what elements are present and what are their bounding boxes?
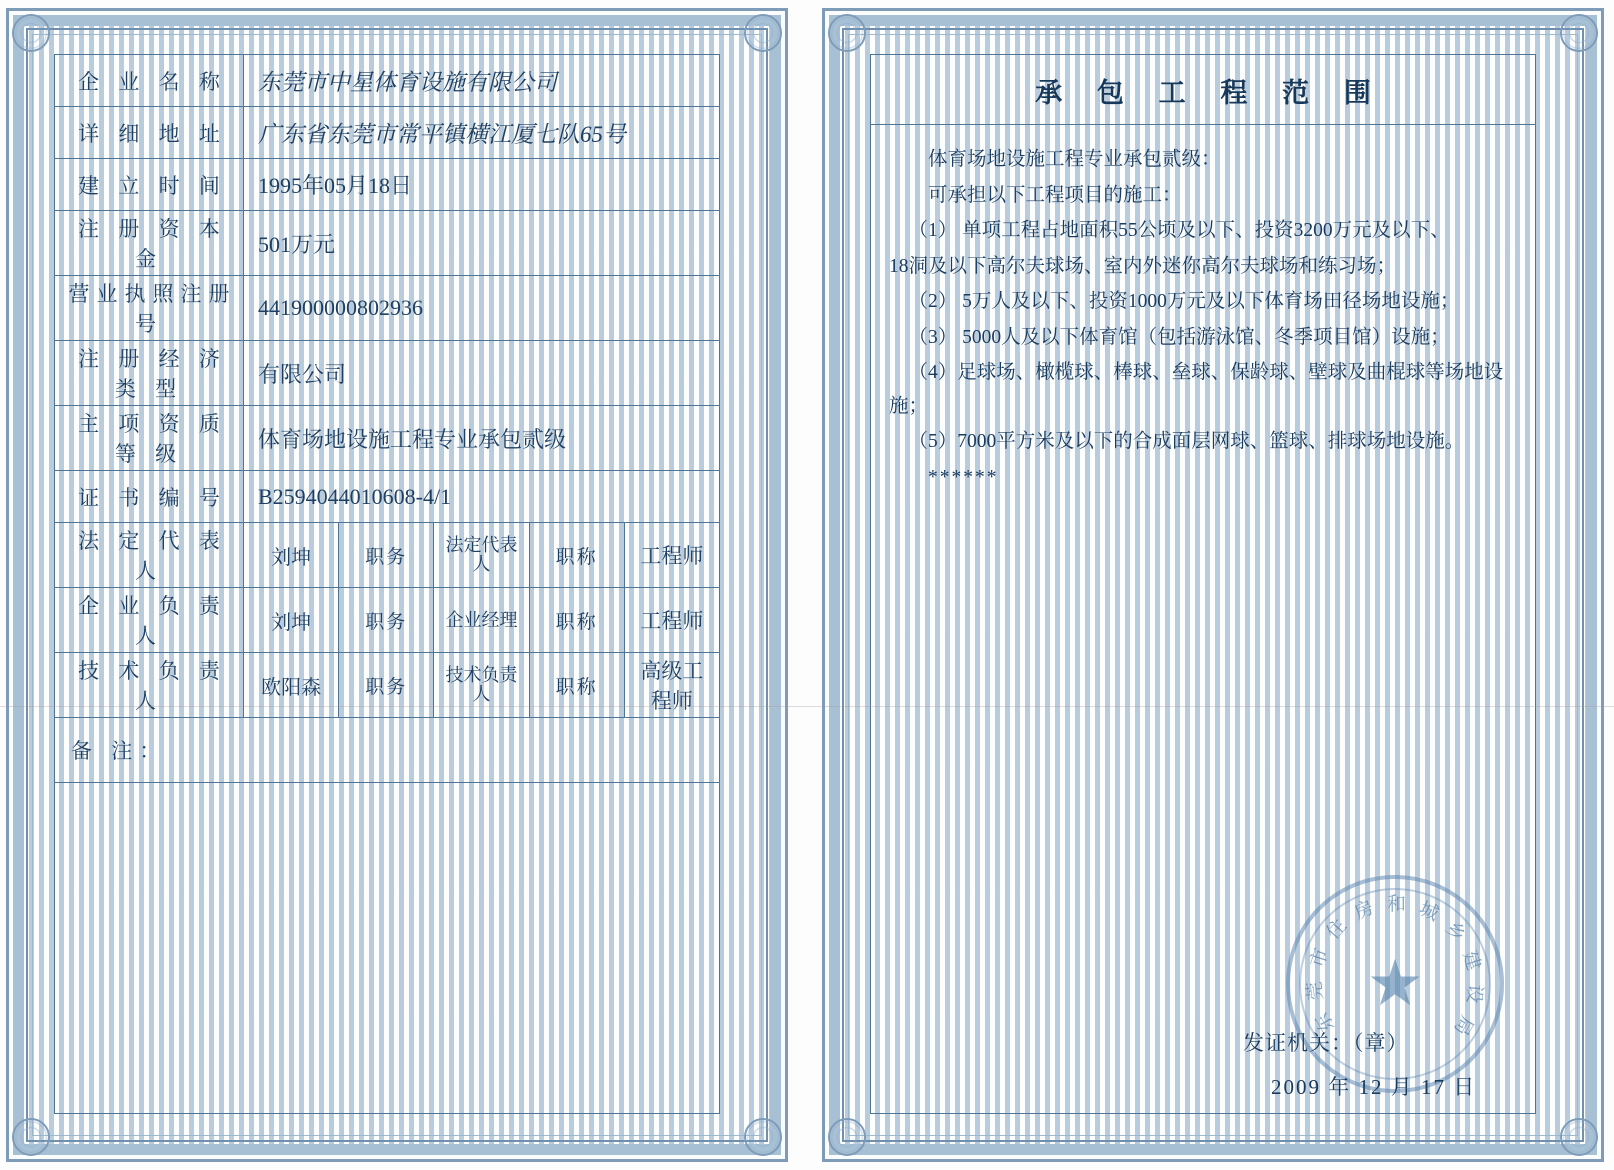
seal-arc-char: 建 [1458, 948, 1485, 976]
scope-line: 可承担以下工程项目的施工： [928, 184, 1182, 206]
row-label: 主 项 资 质 等 级 [55, 406, 244, 471]
scope-line: （4）足球场、橄榄球、棒球、垒球、保龄球、壁球及曲棍球等场地设施； [889, 362, 1504, 417]
person-name: 欧阳森 [244, 653, 339, 718]
scope-line: （2） 5万人及以下、投资1000万元及以下体育场田径场地设施； [908, 291, 1460, 313]
paper-fold-line [0, 706, 1614, 707]
person-row-label: 技 术 负 责 人 [55, 653, 244, 718]
scope-title: 承 包 工 程 范 围 [871, 55, 1535, 125]
scope-line: （5）7000平方米及以下的合成面层网球、篮球、排球场地设施。 [908, 431, 1465, 453]
row-label: 企 业 名 称 [55, 55, 244, 107]
title-label: 职称 [529, 523, 624, 588]
seal-arc-char: 东 [1310, 1007, 1340, 1036]
table-row [55, 107, 720, 159]
table-row [55, 471, 720, 523]
person-title: 工程师 [624, 588, 719, 653]
issue-date: 2009 年 12 月 17 日 [1271, 1075, 1477, 1099]
person-name: 刘坤 [244, 588, 339, 653]
scope-line: 体育场地设施工程专业承包贰级： [928, 149, 1221, 170]
row-label: 营业执照注册号 [55, 276, 244, 341]
person-title: 工程师 [624, 523, 719, 588]
scope-line: 18洞及以下高尔夫球场、室内外迷你高尔夫球场和练习场； [889, 255, 1397, 277]
table-row [55, 211, 720, 276]
row-label: 证 书 编 号 [55, 471, 244, 523]
row-label: 建 立 时 间 [55, 159, 244, 211]
enterprise-info-table [54, 54, 720, 783]
row-value: B2594044010608-4/1 [244, 471, 720, 523]
person-title: 高级工程师 [624, 653, 719, 718]
person-post: 法定代表人 [434, 523, 529, 588]
row-value: 东莞市中星体育设施有限公司 [244, 55, 720, 107]
seal-arc-char: 市 [1306, 943, 1334, 971]
remark-label: 备 注： [55, 718, 720, 783]
issuing-authority-label: 发证机关：（章） [1243, 1031, 1409, 1055]
person-post: 企业经理 [434, 588, 529, 653]
seal-arc-char: 乡 [1440, 917, 1471, 948]
person-post: 技术负责人 [434, 653, 529, 718]
scope-line: ****** [928, 466, 999, 488]
scope-body [871, 125, 1535, 494]
scope-line: （3） 5000人及以下体育馆（包括游泳馆、冬季项目馆）设施； [908, 326, 1450, 348]
post-label: 职务 [339, 523, 434, 588]
seal-arc-char: 设 [1462, 983, 1486, 1007]
table-row [55, 406, 720, 471]
post-label: 职务 [339, 653, 434, 718]
table-row-enterprise-manager [55, 588, 720, 653]
seal-arc-char: 莞 [1304, 978, 1328, 1002]
official-seal-stamp [1286, 875, 1504, 1093]
seal-arc-char: 和 [1387, 894, 1409, 915]
contracting-scope-panel [870, 54, 1536, 1114]
table-row [55, 55, 720, 107]
row-value: 441900000802936 [244, 276, 720, 341]
certificate-left-page [6, 8, 788, 1162]
table-row-legal-representative [55, 523, 720, 588]
table-row [55, 159, 720, 211]
row-label: 注 册 经 济 类 型 [55, 341, 244, 406]
scope-line: （1） 单项工程占地面积55公顷及以下、投资3200万元及以下、 [908, 220, 1450, 242]
person-name: 刘坤 [244, 523, 339, 588]
seal-arc-char: 局 [1448, 1011, 1477, 1041]
row-label: 注 册 资 本 金 [55, 211, 244, 276]
table-row [55, 276, 720, 341]
row-value: 501万元 [244, 211, 720, 276]
table-row [55, 341, 720, 406]
post-label: 职务 [339, 588, 434, 653]
seal-arc-char: 住 [1322, 914, 1353, 944]
right-page-content [856, 42, 1570, 1128]
seal-arc-char: 房 [1351, 896, 1379, 925]
row-value: 1995年05月18日 [244, 159, 720, 211]
person-row-label: 法 定 代 表 人 [55, 523, 244, 588]
row-value: 有限公司 [244, 341, 720, 406]
title-label: 职称 [529, 653, 624, 718]
row-value: 体育场地设施工程专业承包贰级 [244, 406, 720, 471]
remark-blank-area [54, 686, 720, 1114]
certificate-right-page [822, 8, 1604, 1162]
left-page-content [40, 42, 754, 1128]
title-label: 职称 [529, 588, 624, 653]
star-icon: ★ [1366, 948, 1424, 1019]
seal-arc-char: 城 [1415, 898, 1444, 927]
person-row-label: 企 业 负 责 人 [55, 588, 244, 653]
row-value: 广东省东莞市常平镇横江厦七队65号 [244, 107, 720, 159]
row-label: 详 细 地 址 [55, 107, 244, 159]
